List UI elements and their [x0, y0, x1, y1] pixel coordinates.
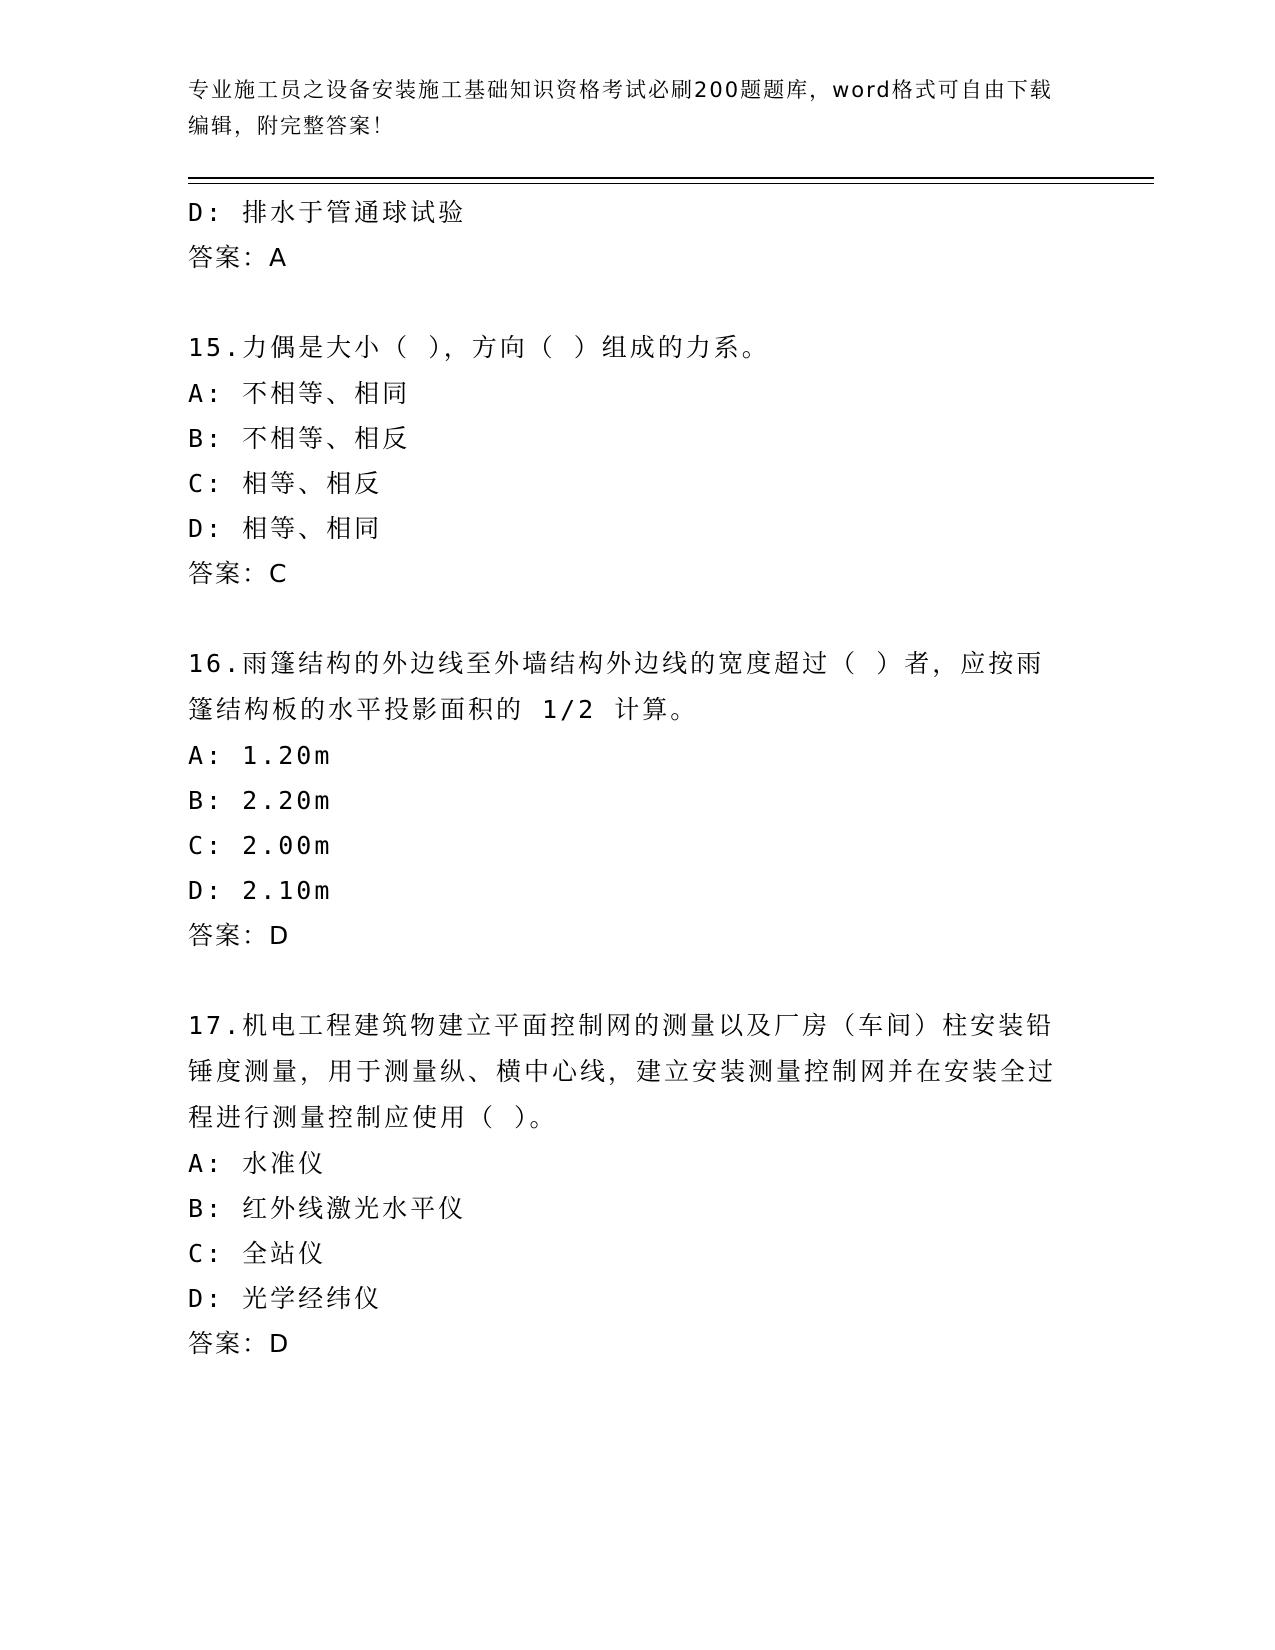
question-17-option-a: A: 水准仪: [188, 1149, 327, 1178]
document-header: 专业施工员之设备安装施工基础知识资格考试必刷200题题库，word格式可自由下载编辑，附完整答案！: [188, 78, 1053, 138]
prev-answer: 答案：A: [188, 243, 289, 272]
question-17-option-b: B: 红外线激光水平仪: [188, 1194, 467, 1223]
spacer: [188, 280, 1088, 325]
question-list: [188, 190, 1088, 1366]
question-17: [188, 1003, 1088, 1366]
question-16-answer: 答案：D: [188, 921, 291, 950]
question-16-option-a: A: 1.20m: [188, 741, 333, 770]
header-rule-thin: [188, 183, 1154, 184]
question-16: [188, 641, 1088, 958]
spacer: [188, 596, 1088, 641]
question-16-option-d: D: 2.10m: [188, 876, 333, 905]
header-rule-thick: [188, 177, 1154, 179]
question-15-option-a: A: 不相等、相同: [188, 379, 411, 408]
question-15-option-b: B: 不相等、相反: [188, 424, 411, 453]
question-15-answer: 答案：C: [188, 559, 289, 588]
question-17-answer: 答案：D: [188, 1329, 291, 1358]
prev-option-d: D: 排水于管通球试验: [188, 198, 467, 227]
question-16-option-b: B: 2.20m: [188, 786, 333, 815]
question-15: [188, 325, 1088, 596]
question-17-option-c: C: 全站仪: [188, 1239, 327, 1268]
question-15-option-c: C: 相等、相反: [188, 469, 383, 498]
question-15-option-d: D: 相等、相同: [188, 514, 383, 543]
question-15-text: 15.力偶是大小（ ），方向（ ）组成的力系。: [188, 333, 770, 362]
question-16-text: 16.雨篷结构的外边线至外墙结构外边线的宽度超过（ ）者，应按雨篷结构板的水平投影面积的 1/2 计算。: [188, 649, 1045, 724]
question-17-text: 17.机电工程建筑物建立平面控制网的测量以及厂房（车间）柱安装铅锤度测量，用于测量纵、横中心线，建立安装测量控制网并在安装全过程进行测量控制应使用（ ）。: [188, 1011, 1057, 1132]
spacer: [188, 958, 1088, 1003]
question-17-option-d: D: 光学经纬仪: [188, 1284, 383, 1313]
question-16-option-c: C: 2.00m: [188, 831, 333, 860]
